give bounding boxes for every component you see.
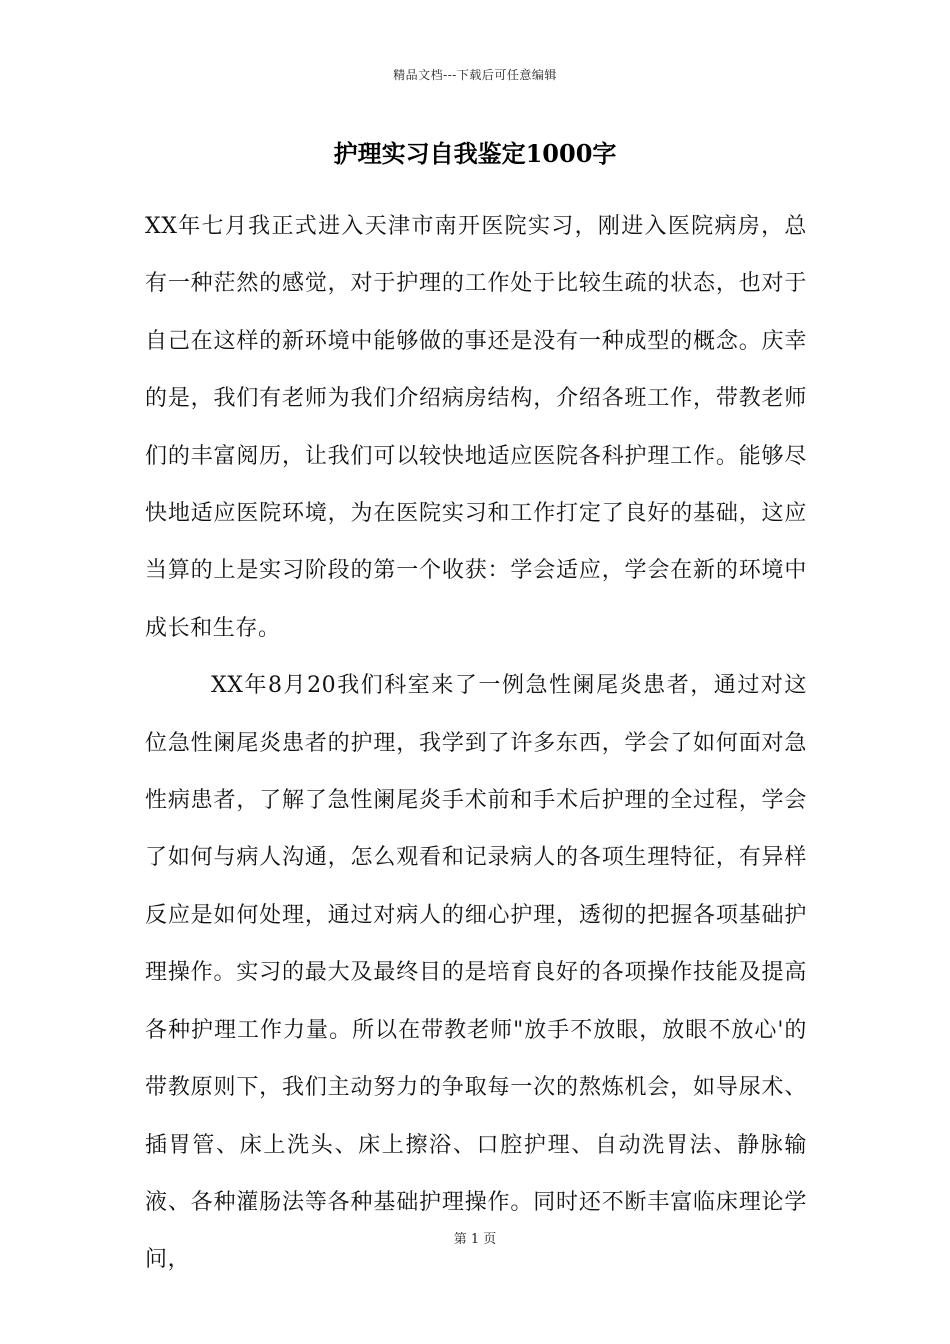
document-body: [145, 198, 807, 1289]
paragraph-2: XX年8月20我们科室来了一例急性阑尾炎患者，通过对这位急性阑尾炎患者的护理，我学到了许多东西，学会了如何面对急性病患者，了解了急性阑尾炎手术前和手术后护理的全过程，学会了如何与病人沟通，怎么观看和记录病人的各项生理特征，有异样反应是如何处理，通过对病人的细心护理，透彻的把握各项基础护理操作。实习的最大及最终目的是培育良好的各项操作技能及提高各种护理工作力量。所以在带教老师"放手不放眼，放眼不放心'的带教原则下，我们主动努力的争取每一次的熬炼机会，如导尿术、插胃管、床上洗头、床上擦浴、口腔护理、自动洗胃法、静脉输液、各种灌肠法等各种基础护理操作。同时还不断丰富临床理论学问，: [145, 673, 807, 1273]
header-note: 精品文档---下载后可任意编辑: [393, 68, 557, 82]
paragraph-1: XX年七月我正式进入天津市南开医院实习，刚进入医院病房，总有一种茫然的感觉，对于护理的工作处于比较生疏的状态，也对于自己在这样的新环境中能够做的事还是没有一种成型的概念。庆幸的是，我们有老师为我们介绍病房结构，介绍各班工作，带教老师们的丰富阅历，让我们可以较快地适应医院各科护理工作。能够尽快地适应医院环境，为在医院实习和工作打定了良好的基础，这应当算的上是实习阶段的第一个收获：学会适应，学会在新的环境中成长和生存。: [145, 214, 807, 641]
document-title: 护理实习自我鉴定1000字: [333, 139, 617, 168]
page-number: 第 1 页: [453, 1232, 497, 1247]
